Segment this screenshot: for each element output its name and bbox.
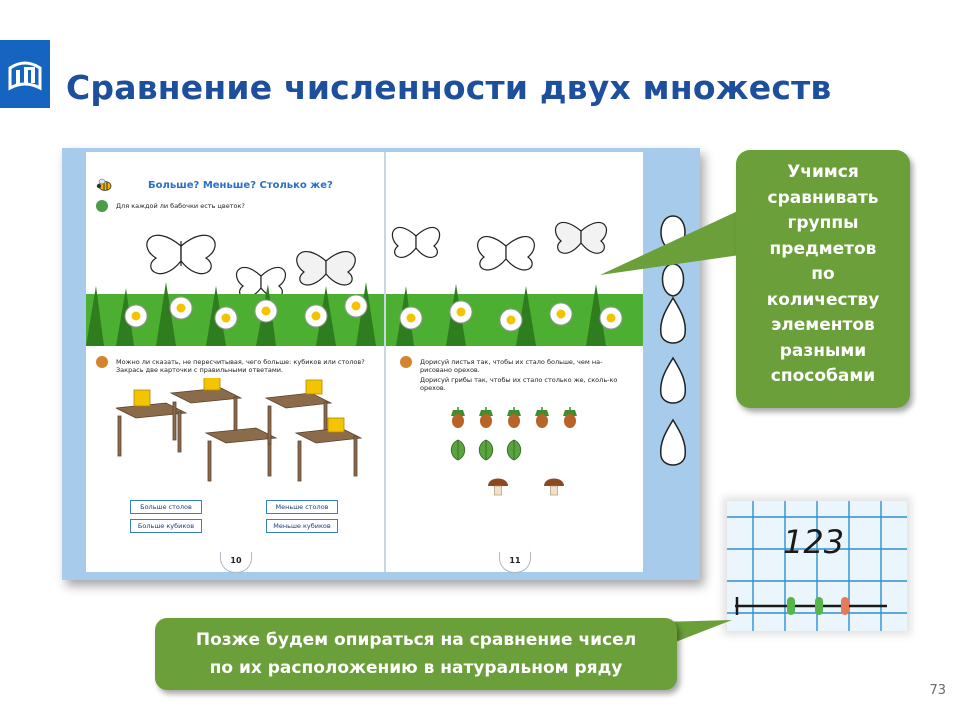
lesson-title: Больше? Меньше? Столько же?	[148, 180, 333, 191]
callout-top-line: разными	[779, 340, 867, 361]
number-mark-2	[815, 597, 823, 615]
slide-number: 73	[929, 683, 946, 698]
task-badge-orange	[96, 356, 108, 368]
number-mark-3	[841, 597, 849, 615]
callout-top-line: по	[811, 264, 835, 284]
mushroom-icon	[544, 479, 564, 496]
callout-top-line: Учимся	[787, 162, 859, 182]
acorn-icon	[451, 407, 465, 428]
acorn-icon	[563, 407, 577, 428]
number-mark-1	[787, 597, 795, 615]
task-tables-cubes: Можно ли сказать, не пересчитывая, чего больше: кубиков или столов? Закрась две карточки с правильными ответами.	[116, 358, 365, 375]
bee-icon	[96, 178, 112, 192]
task-badge-orange-right	[400, 356, 412, 368]
callout-top-line: количеству	[766, 289, 880, 310]
acorn-icon	[507, 407, 521, 428]
acorn-icon	[535, 407, 549, 428]
left-page	[86, 152, 384, 572]
publisher-logo	[0, 40, 50, 108]
answer-card-fewer-cubes[interactable]: Меньше кубиков	[266, 519, 338, 533]
number-line-digits: 123	[783, 523, 845, 561]
answer-card-more-tables[interactable]: Больше столов	[130, 500, 202, 514]
callout-top-line: группы	[787, 213, 859, 233]
leaf-icon	[451, 440, 465, 460]
butterflies-flowers-illustration	[86, 216, 384, 346]
task-leaves: Дорисуй листья так, чтобы их стало больше, чем на-рисовано орехов.	[420, 358, 603, 375]
callout-top-line: элементов	[771, 315, 875, 335]
leaf-icon	[507, 440, 521, 460]
callout-natural-row-text	[155, 626, 677, 682]
acorns-leaves-mushrooms	[446, 406, 596, 506]
callout-top-pointer	[600, 200, 740, 280]
slide-title: Сравнение численности двух множеств	[66, 68, 832, 107]
callout-top-line: предметов	[769, 238, 877, 259]
task-butterflies: Для каждой ли бабочки есть цветок?	[116, 202, 245, 210]
callout-top-line: сравнивать	[767, 187, 879, 208]
mushroom-icon	[488, 479, 508, 496]
page-number-right: 11	[499, 552, 531, 573]
tables-cubes-illustration	[116, 378, 376, 488]
page-number-left: 10	[220, 552, 252, 573]
task-badge-green	[96, 200, 108, 212]
task-mushrooms: Дорисуй грибы так, чтобы их стало столько же, сколь-ко орехов.	[420, 376, 618, 393]
number-line-grid-image	[727, 501, 907, 631]
callout-learning-compare-text	[736, 160, 910, 390]
answer-card-fewer-tables[interactable]: Меньше столов	[266, 500, 338, 514]
answer-card-more-cubes[interactable]: Больше кубиков	[130, 519, 202, 533]
callout-bottom-line: Позже будем опираться на сравнение чисел	[195, 630, 637, 650]
acorn-icon	[479, 407, 493, 428]
logo-glyph-icon	[7, 54, 43, 94]
leaf-icon	[479, 440, 493, 460]
callout-top-line: способами	[770, 366, 876, 386]
callout-bottom-line: по их расположению в натуральном ряду	[209, 658, 623, 678]
